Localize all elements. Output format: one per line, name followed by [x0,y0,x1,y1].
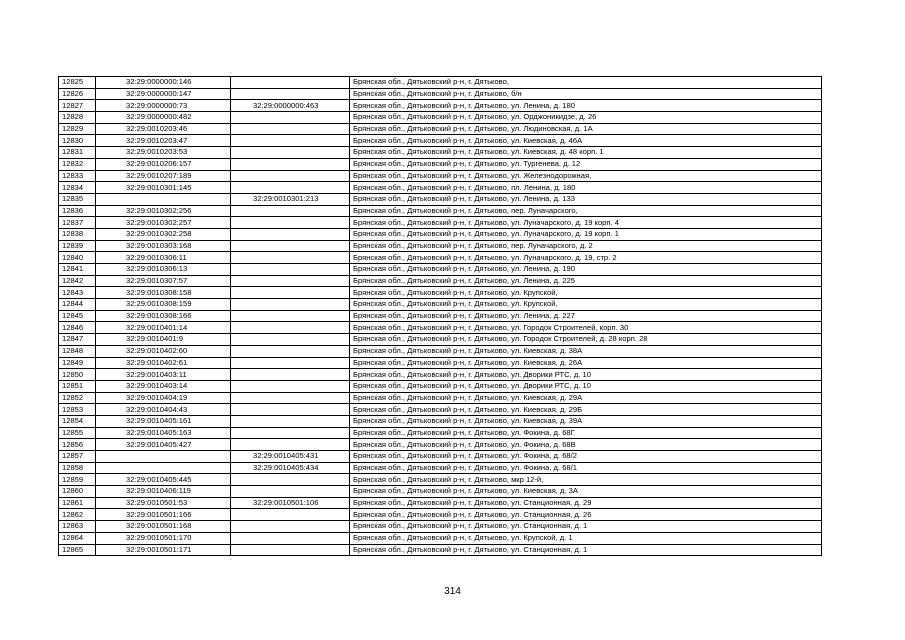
address-cell: Брянская обл., Дятьковский р-н, г. Дятьково, ул. Фокина, д. 68/1 [350,462,822,474]
address-cell: Брянская обл., Дятьковский р-н, г. Дятьково, ул. Киевская, д. 29Б [350,404,822,416]
parent-cadastral-number-cell [231,532,350,544]
cadastral-number-cell: 32:29:0010301:145 [96,182,231,194]
table-row [59,100,822,112]
address-cell: Брянская обл., Дятьковский р-н, г. Дятьково, пер. Луначарского, [350,205,822,217]
row-number-cell: 12831 [59,147,96,159]
row-number-cell: 12840 [59,252,96,264]
address-cell: Брянская обл., Дятьковский р-н, г. Дятьково, ул. Киевская, д. 48 корп. 1 [350,147,822,159]
row-number-cell: 12852 [59,392,96,404]
table-row [59,264,822,276]
row-number-cell: 12859 [59,474,96,486]
address-cell: Брянская обл., Дятьковский р-н, г. Дятьково, ул. Ленина, д. 180 [350,100,822,112]
cadastral-number-cell: 32:29:0010404:43 [96,404,231,416]
parent-cadastral-number-cell [231,182,350,194]
row-number-cell: 12829 [59,123,96,135]
table-row [59,474,822,486]
cadastral-number-cell: 32:29:0010402:61 [96,357,231,369]
cadastral-number-cell: 32:29:0010302:257 [96,217,231,229]
parent-cadastral-number-cell [231,217,350,229]
parent-cadastral-number-cell [231,135,350,147]
cadastral-number-cell: 32:29:0010401:14 [96,322,231,334]
parent-cadastral-number-cell: 32:29:0010405:431 [231,451,350,463]
table-row [59,415,822,427]
parent-cadastral-number-cell [231,427,350,439]
parent-cadastral-number-cell [231,322,350,334]
table-row [59,345,822,357]
table-row [59,88,822,100]
table-row [59,112,822,124]
cadastral-number-cell: 32:29:0000000:482 [96,112,231,124]
table-row [59,521,822,533]
parent-cadastral-number-cell [231,228,350,240]
table-row [59,170,822,182]
cadastral-number-cell: 32:29:0010405:163 [96,427,231,439]
cadastral-number-cell: 32:29:0010403:11 [96,369,231,381]
row-number-cell: 12836 [59,205,96,217]
address-cell: Брянская обл., Дятьковский р-н, г. Дятьково, ул. Луначарского, д. 19, стр. 2 [350,252,822,264]
parent-cadastral-number-cell [231,369,350,381]
cadastral-number-cell: 32:29:0000000:73 [96,100,231,112]
address-cell: Брянская обл., Дятьковский р-н, г. Дятьково, ул. Луначарского, д. 19 корп. 4 [350,217,822,229]
parent-cadastral-number-cell: 32:29:0010405:434 [231,462,350,474]
cadastral-number-cell: 32:29:0010203:47 [96,135,231,147]
address-cell: Брянская обл., Дятьковский р-н, г. Дятьково, ул. Киевская, д. 39А [350,415,822,427]
cadastral-number-cell: 32:29:0010501:170 [96,532,231,544]
address-cell: Брянская обл., Дятьковский р-н, г. Дятьково, ул. Дворики РТС, д. 10 [350,380,822,392]
cadastral-number-cell [96,462,231,474]
row-number-cell: 12828 [59,112,96,124]
table-row [59,77,822,89]
address-cell: Брянская обл., Дятьковский р-н, г. Дятьково, ул. Городок Строителей, корп. 30 [350,322,822,334]
cadastral-number-cell: 32:29:0010302:258 [96,228,231,240]
parent-cadastral-number-cell [231,334,350,346]
row-number-cell: 12865 [59,544,96,556]
table-row [59,369,822,381]
address-cell: Брянская обл., Дятьковский р-н, г. Дятьково, ул. Киевская, д. 26А [350,357,822,369]
cadastral-number-cell: 32:29:0010206:157 [96,158,231,170]
row-number-cell: 12855 [59,427,96,439]
parent-cadastral-number-cell [231,310,350,322]
cadastral-number-cell [96,451,231,463]
address-cell: Брянская обл., Дятьковский р-н, г. Дятьково, [350,77,822,89]
row-number-cell: 12833 [59,170,96,182]
parent-cadastral-number-cell [231,521,350,533]
row-number-cell: 12857 [59,451,96,463]
cadastral-number-cell: 32:29:0010405:427 [96,439,231,451]
row-number-cell: 12858 [59,462,96,474]
cadastral-number-cell: 32:29:0010501:166 [96,509,231,521]
table-row [59,158,822,170]
row-number-cell: 12825 [59,77,96,89]
row-number-cell: 12846 [59,322,96,334]
cadastral-number-cell: 32:29:0010501:168 [96,521,231,533]
row-number-cell: 12862 [59,509,96,521]
parent-cadastral-number-cell [231,415,350,427]
address-cell: Брянская обл., Дятьковский р-н, г. Дятьково, ул. Киевская, д. 3А [350,486,822,498]
table-row [59,275,822,287]
row-number-cell: 12850 [59,369,96,381]
cadastral-number-cell: 32:29:0010306:13 [96,264,231,276]
cadastral-number-cell: 32:29:0010307:57 [96,275,231,287]
address-cell: Брянская обл., Дятьковский р-н, г. Дятьково, ул. Фокина, д. 68/2 [350,451,822,463]
row-number-cell: 12863 [59,521,96,533]
table-row [59,544,822,556]
row-number-cell: 12847 [59,334,96,346]
table-row [59,182,822,194]
row-number-cell: 12861 [59,497,96,509]
table-row [59,497,822,509]
row-number-cell: 12827 [59,100,96,112]
table-row [59,205,822,217]
parent-cadastral-number-cell: 32:29:0000000:463 [231,100,350,112]
cadastral-number-cell: 32:29:0010404:19 [96,392,231,404]
address-cell: Брянская обл., Дятьковский р-н, г. Дятьково, ул. Киевская, д. 46А [350,135,822,147]
address-cell: Брянская обл., Дятьковский р-н, г. Дятьково, пер. Луначарского, д. 2 [350,240,822,252]
row-number-cell: 12838 [59,228,96,240]
address-cell: Брянская обл., Дятьковский р-н, г. Дятьково, ул. Крупской, д. 1 [350,532,822,544]
address-cell: Брянская обл., Дятьковский р-н, г. Дятьково, ул. Городок Строителей, д. 28 корп. 28 [350,334,822,346]
table-row [59,193,822,205]
row-number-cell: 12839 [59,240,96,252]
cadastral-number-cell: 32:29:0010303:168 [96,240,231,252]
parent-cadastral-number-cell [231,544,350,556]
cadastral-number-cell: 32:29:0010308:158 [96,287,231,299]
address-cell: Брянская обл., Дятьковский р-н, г. Дятьково, ул. Орджоникидзе, д. 26 [350,112,822,124]
address-cell: Брянская обл., Дятьковский р-н, г. Дятьково, ул. Станционная, д. 1 [350,544,822,556]
address-cell: Брянская обл., Дятьковский р-н, г. Дятьково, ул. Тургенева, д. 12 [350,158,822,170]
table-row [59,310,822,322]
row-number-cell: 12837 [59,217,96,229]
address-cell: Брянская обл., Дятьковский р-н, г. Дятьково, ул. Луначарского, д. 19 корп. 1 [350,228,822,240]
row-number-cell: 12848 [59,345,96,357]
table-row [59,392,822,404]
page-number: 314 [444,586,461,597]
parent-cadastral-number-cell [231,474,350,486]
table-row [59,123,822,135]
row-number-cell: 12860 [59,486,96,498]
table-row [59,299,822,311]
row-number-cell: 12854 [59,415,96,427]
row-number-cell: 12843 [59,287,96,299]
parent-cadastral-number-cell [231,299,350,311]
address-cell: Брянская обл., Дятьковский р-н, г. Дятьково, б/н [350,88,822,100]
parent-cadastral-number-cell [231,147,350,159]
row-number-cell: 12844 [59,299,96,311]
table-row [59,404,822,416]
address-cell: Брянская обл., Дятьковский р-н, г. Дятьково, ул. Станционная, д. 26 [350,509,822,521]
row-number-cell: 12856 [59,439,96,451]
address-cell: Брянская обл., Дятьковский р-н, г. Дятьково, ул. Киевская, д. 38А [350,345,822,357]
address-cell: Брянская обл., Дятьковский р-н, г. Дятьково, ул. Киевская, д. 29А [350,392,822,404]
parent-cadastral-number-cell [231,275,350,287]
table-row [59,322,822,334]
row-number-cell: 12826 [59,88,96,100]
parent-cadastral-number-cell [231,357,350,369]
table-row [59,135,822,147]
table-row [59,287,822,299]
parent-cadastral-number-cell [231,345,350,357]
address-cell: Брянская обл., Дятьковский р-н, г. Дятьково, ул. Ленина, д. 133 [350,193,822,205]
cadastral-number-cell: 32:29:0010306:11 [96,252,231,264]
parent-cadastral-number-cell [231,88,350,100]
parent-cadastral-number-cell [231,205,350,217]
parent-cadastral-number-cell [231,264,350,276]
row-number-cell: 12842 [59,275,96,287]
parent-cadastral-number-cell: 32:29:0010501:106 [231,497,350,509]
address-cell: Брянская обл., Дятьковский р-н, г. Дятьково, ул. Фокина, д. 68Г [350,427,822,439]
parent-cadastral-number-cell [231,170,350,182]
property-register-table [58,76,822,556]
row-number-cell: 12853 [59,404,96,416]
address-cell: Брянская обл., Дятьковский р-н, г. Дятьково, ул. Фокина, д. 68В [350,439,822,451]
cadastral-number-cell: 32:29:0010207:189 [96,170,231,182]
parent-cadastral-number-cell [231,439,350,451]
parent-cadastral-number-cell [231,240,350,252]
parent-cadastral-number-cell [231,392,350,404]
address-cell: Брянская обл., Дятьковский р-н, г. Дятьково, ул. Станционная, д. 1 [350,521,822,533]
table-row [59,334,822,346]
parent-cadastral-number-cell [231,486,350,498]
cadastral-number-cell: 32:29:0010501:171 [96,544,231,556]
register-table-body [59,77,822,556]
parent-cadastral-number-cell [231,287,350,299]
address-cell: Брянская обл., Дятьковский р-н, г. Дятьково, ул. Станционная, д. 29 [350,497,822,509]
cadastral-number-cell: 32:29:0010308:166 [96,310,231,322]
table-row [59,427,822,439]
parent-cadastral-number-cell [231,158,350,170]
cadastral-number-cell: 32:29:0000000:146 [96,77,231,89]
table-row [59,357,822,369]
cadastral-number-cell: 32:29:0010401:9 [96,334,231,346]
row-number-cell: 12841 [59,264,96,276]
parent-cadastral-number-cell [231,252,350,264]
address-cell: Брянская обл., Дятьковский р-н, г. Дятьково, ул. Железнодорожная, [350,170,822,182]
address-cell: Брянская обл., Дятьковский р-н, г. Дятьково, ул. Ленина, д. 225 [350,275,822,287]
cadastral-number-cell: 32:29:0010403:14 [96,380,231,392]
parent-cadastral-number-cell [231,123,350,135]
cadastral-number-cell: 32:29:0010501:53 [96,497,231,509]
table-row [59,252,822,264]
cadastral-number-cell: 32:29:0010405:445 [96,474,231,486]
address-cell: Брянская обл., Дятьковский р-н, г. Дятьково, ул. Дворики РТС, д. 10 [350,369,822,381]
row-number-cell: 12849 [59,357,96,369]
row-number-cell: 12830 [59,135,96,147]
address-cell: Брянская обл., Дятьковский р-н, г. Дятьково, ул. Ленина, д. 227 [350,310,822,322]
parent-cadastral-number-cell [231,77,350,89]
parent-cadastral-number-cell: 32:29:0010301:213 [231,193,350,205]
cadastral-number-cell: 32:29:0010302:256 [96,205,231,217]
row-number-cell: 12851 [59,380,96,392]
row-number-cell: 12835 [59,193,96,205]
row-number-cell: 12832 [59,158,96,170]
table-row [59,532,822,544]
cadastral-number-cell [96,193,231,205]
parent-cadastral-number-cell [231,380,350,392]
table-row [59,439,822,451]
cadastral-number-cell: 32:29:0010406:119 [96,486,231,498]
cadastral-number-cell: 32:29:0010405:161 [96,415,231,427]
cadastral-number-cell: 32:29:0010203:46 [96,123,231,135]
parent-cadastral-number-cell [231,112,350,124]
table-row [59,147,822,159]
address-cell: Брянская обл., Дятьковский р-н, г. Дятьково, пл. Ленина, д. 180 [350,182,822,194]
address-cell: Брянская обл., Дятьковский р-н, г. Дятьково, ул. Крупской, [350,287,822,299]
address-cell: Брянская обл., Дятьковский р-н, г. Дятьково, ул. Крупской, [350,299,822,311]
row-number-cell: 12834 [59,182,96,194]
table-row [59,486,822,498]
cadastral-number-cell: 32:29:0010402:60 [96,345,231,357]
table-row [59,380,822,392]
parent-cadastral-number-cell [231,509,350,521]
cadastral-number-cell: 32:29:0010308:159 [96,299,231,311]
table-row [59,451,822,463]
cadastral-number-cell: 32:29:0000000:147 [96,88,231,100]
row-number-cell: 12864 [59,532,96,544]
row-number-cell: 12845 [59,310,96,322]
table-row [59,240,822,252]
address-cell: Брянская обл., Дятьковский р-н, г. Дятьково, ул. Ленина, д. 190 [350,264,822,276]
table-row [59,509,822,521]
table-row [59,228,822,240]
cadastral-number-cell: 32:29:0010203:53 [96,147,231,159]
table-row [59,462,822,474]
address-cell: Брянская обл., Дятьковский р-н, г. Дятьково, ул. Людиновская, д. 1А [350,123,822,135]
address-cell: Брянская обл., Дятьковский р-н, г. Дятьково, мкр 12-й, [350,474,822,486]
parent-cadastral-number-cell [231,404,350,416]
table-row [59,217,822,229]
